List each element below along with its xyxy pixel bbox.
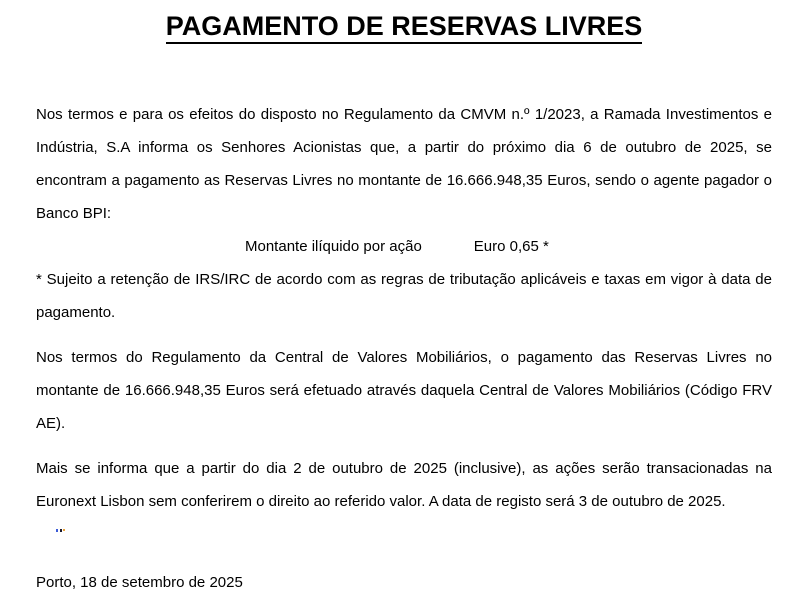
amount-label: Montante ilíquido por ação <box>245 238 422 255</box>
amount-line <box>36 230 772 263</box>
document-title <box>36 10 772 42</box>
artifact-pixel-orange <box>63 529 65 531</box>
paragraph-central-valores: Nos termos do Regulamento da Central de Valores Mobiliários, o pagamento das Reservas Livres no montante de 16.666.948,35 Euros será efetuado através daquela Central de Valores Mobiliários (Código FRV AE). <box>36 349 772 432</box>
artifact-pixel-blue <box>56 529 58 532</box>
artifact-pixel-dark <box>60 529 62 532</box>
paragraph-ex-date: Mais se informa que a partir do dia 2 de outubro de 2025 (inclusive), as ações serão transacionadas na Euronext Lisbon sem conferirem o direito ao referido valor. A data de registo será 3 de outubro de 2025. <box>36 460 772 510</box>
paragraph-intro: Nos termos e para os efeitos do disposto no Regulamento da CMVM n.º 1/2023, a Ramada Investimentos e Indústria, S.A informa os Senhores Acionistas que, a partir do próximo dia 6 de outubro de 2025, se encontram a pagamento as Reservas Livres no montante de 16.666.948,35 Euros, sendo o agente pagador o Banco BPI: <box>36 106 772 222</box>
document-body <box>36 98 772 599</box>
amount-value: Euro 0,65 * <box>473 238 549 255</box>
document-title-text: PAGAMENTO DE RESERVAS LIVRES <box>166 11 643 44</box>
place-date-line: Porto, 18 de setembro de 2025 <box>36 574 243 591</box>
paragraph-tax-note: * Sujeito a retenção de IRS/IRC de acordo com as regras de tributação aplicáveis e taxas em vigor à data de pagamento. <box>36 271 772 321</box>
cropped-pixel-artifact <box>56 529 66 533</box>
